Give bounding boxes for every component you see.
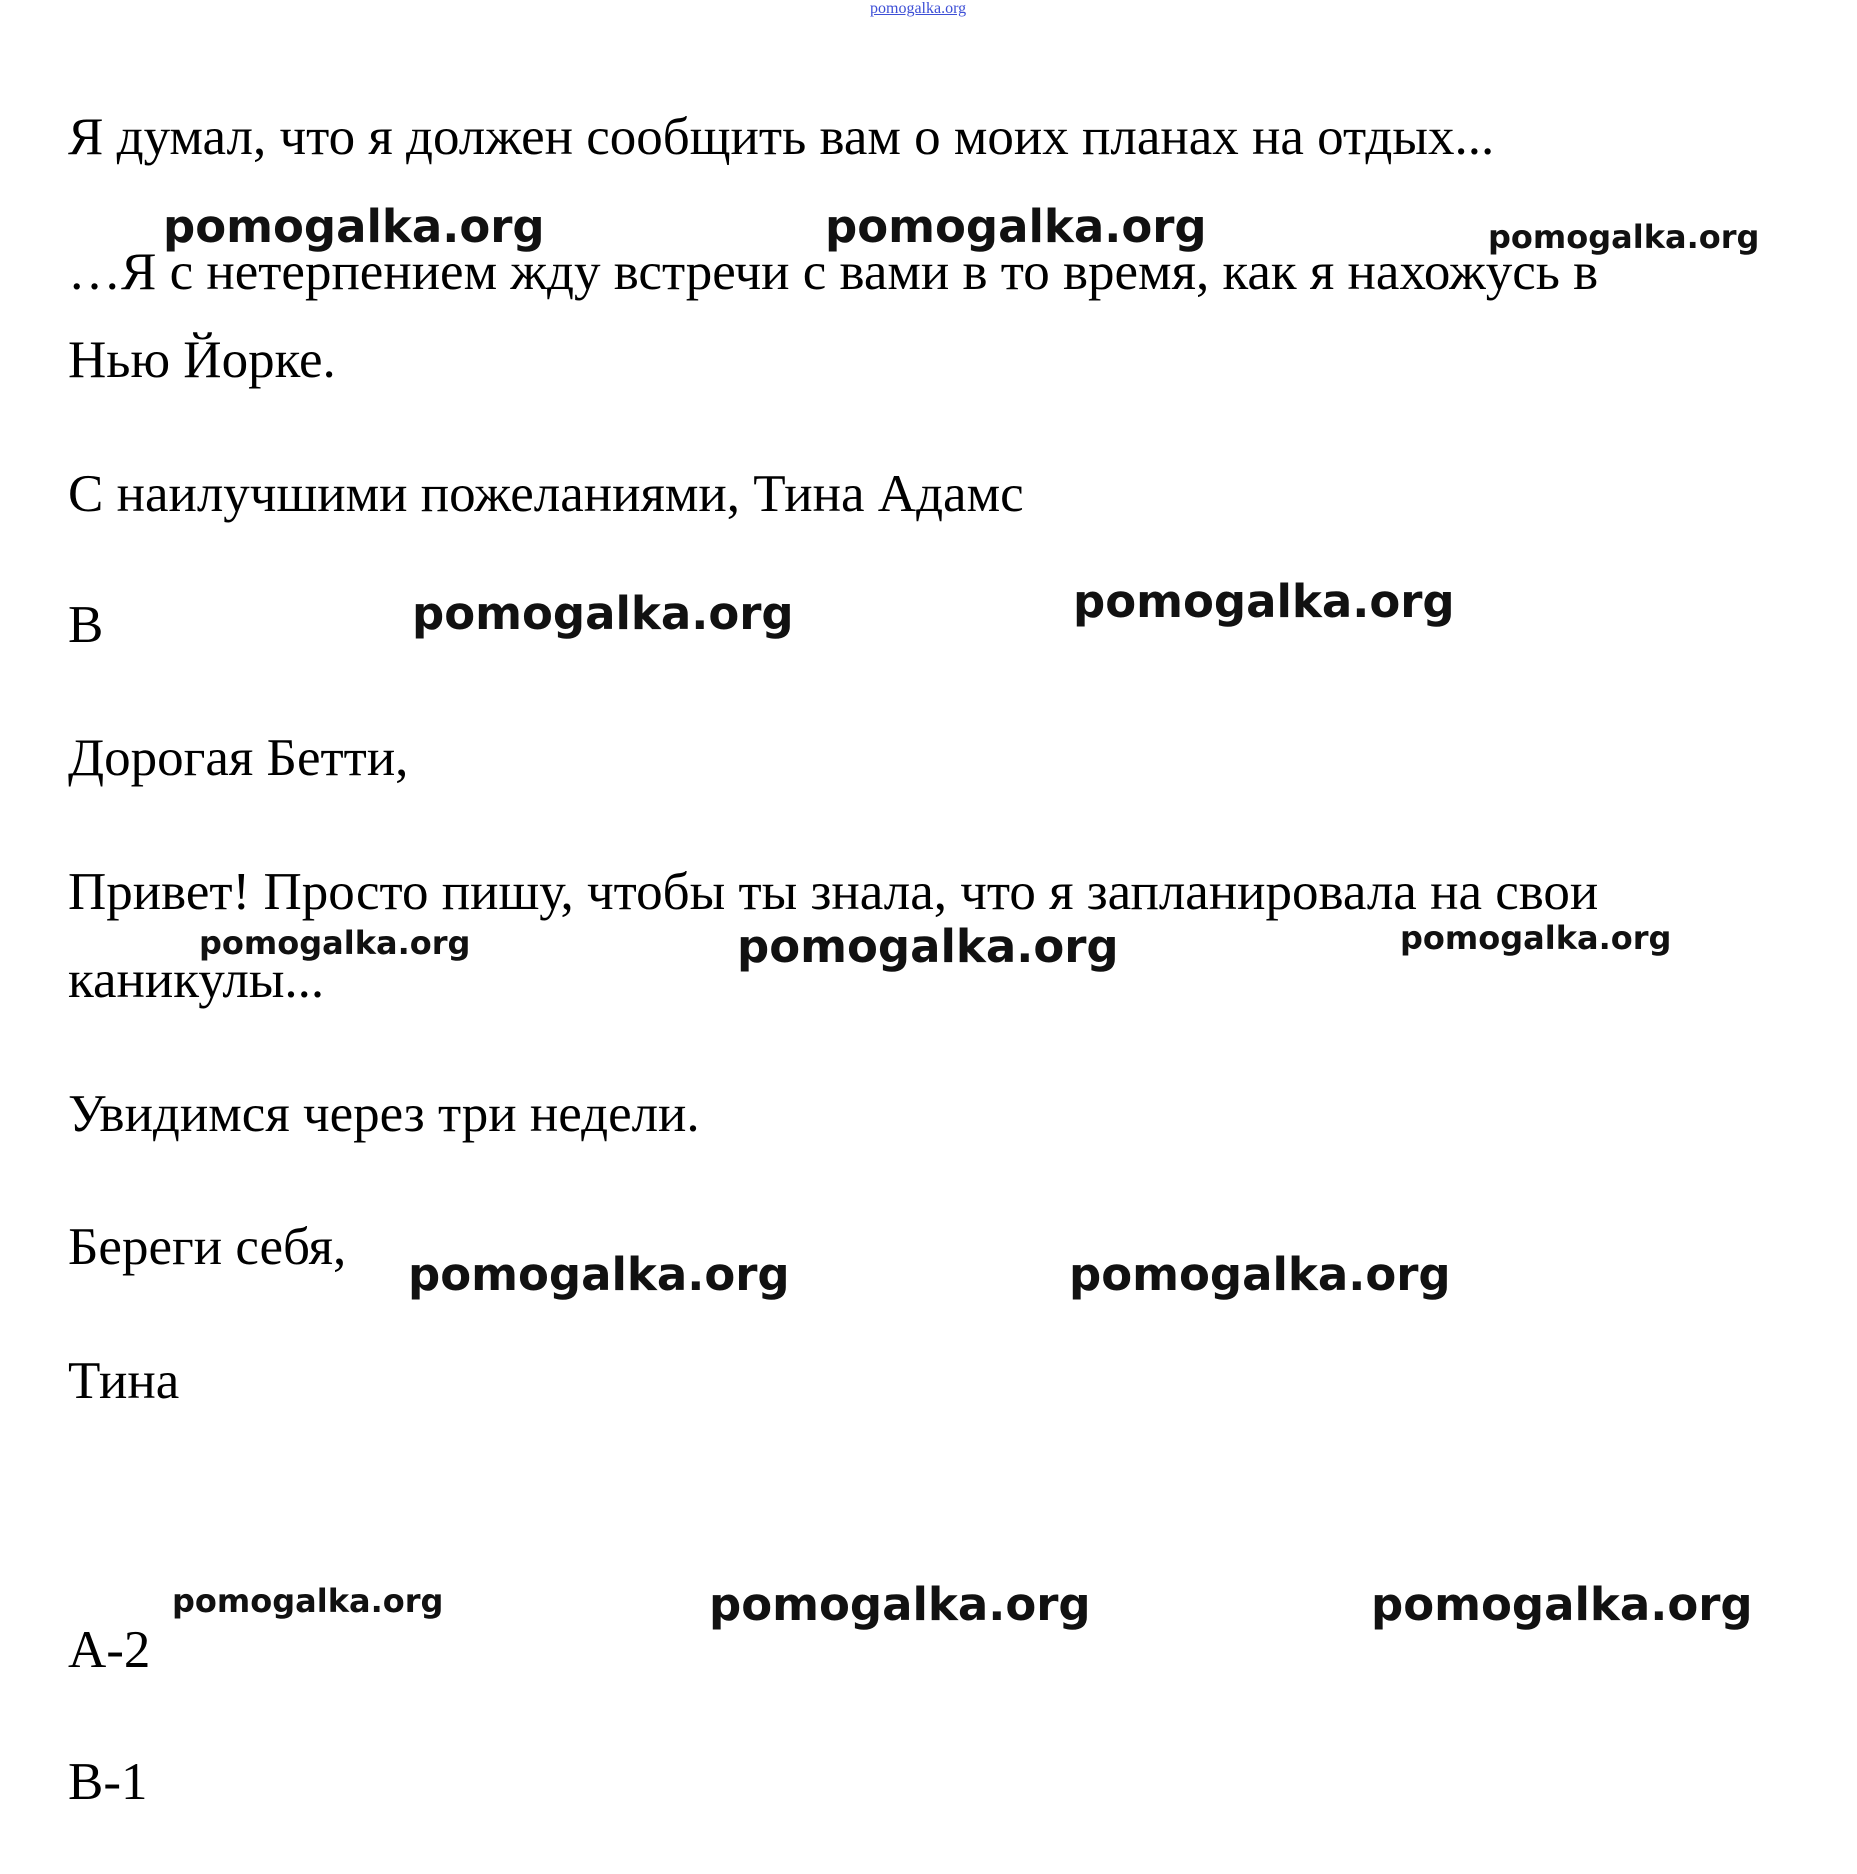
watermark: pomogalka.org: [709, 1578, 1091, 1631]
answer-b1: B-1: [68, 1753, 148, 1811]
header-site-link[interactable]: pomogalka.org: [870, 0, 967, 17]
text-line-9: Увидимся через три недели.: [68, 1085, 700, 1143]
text-line-4: С наилучшими пожеланиями, Тина Адамс: [68, 465, 1024, 523]
signature-line: Тина: [68, 1352, 180, 1410]
watermark: pomogalka.org: [1371, 1578, 1753, 1631]
watermark: pomogalka.org: [737, 920, 1119, 973]
watermark: pomogalka.org: [1400, 919, 1672, 957]
watermark: pomogalka.org: [412, 587, 794, 640]
watermark: pomogalka.org: [1488, 218, 1760, 256]
watermark: pomogalka.org: [1073, 575, 1455, 628]
text-line-2: …Я с нетерпением жду встречи с вами в то время, как я нахожусь в: [68, 243, 1599, 301]
watermark: pomogalka.org: [408, 1248, 790, 1301]
watermark: pomogalka.org: [163, 200, 545, 253]
text-line-1: Я думал, что я должен сообщить вам о моих планах на отдых...: [68, 108, 1495, 166]
section-label-b: B: [68, 596, 104, 654]
closing-line: Береги себя,: [68, 1218, 347, 1276]
watermark: pomogalka.org: [199, 924, 471, 962]
watermark: pomogalka.org: [172, 1582, 444, 1620]
watermark: pomogalka.org: [825, 200, 1207, 253]
watermark: pomogalka.org: [1069, 1248, 1451, 1301]
text-line-3: Нью Йорке.: [68, 331, 336, 389]
text-line-7: Привет! Просто пишу, чтобы ты знала, что я запланировала на свои: [68, 863, 1599, 921]
text-line-8: каникулы...: [68, 951, 325, 1009]
greeting-line: Дорогая Бетти,: [68, 729, 409, 787]
answer-a2: A-2: [68, 1621, 151, 1679]
